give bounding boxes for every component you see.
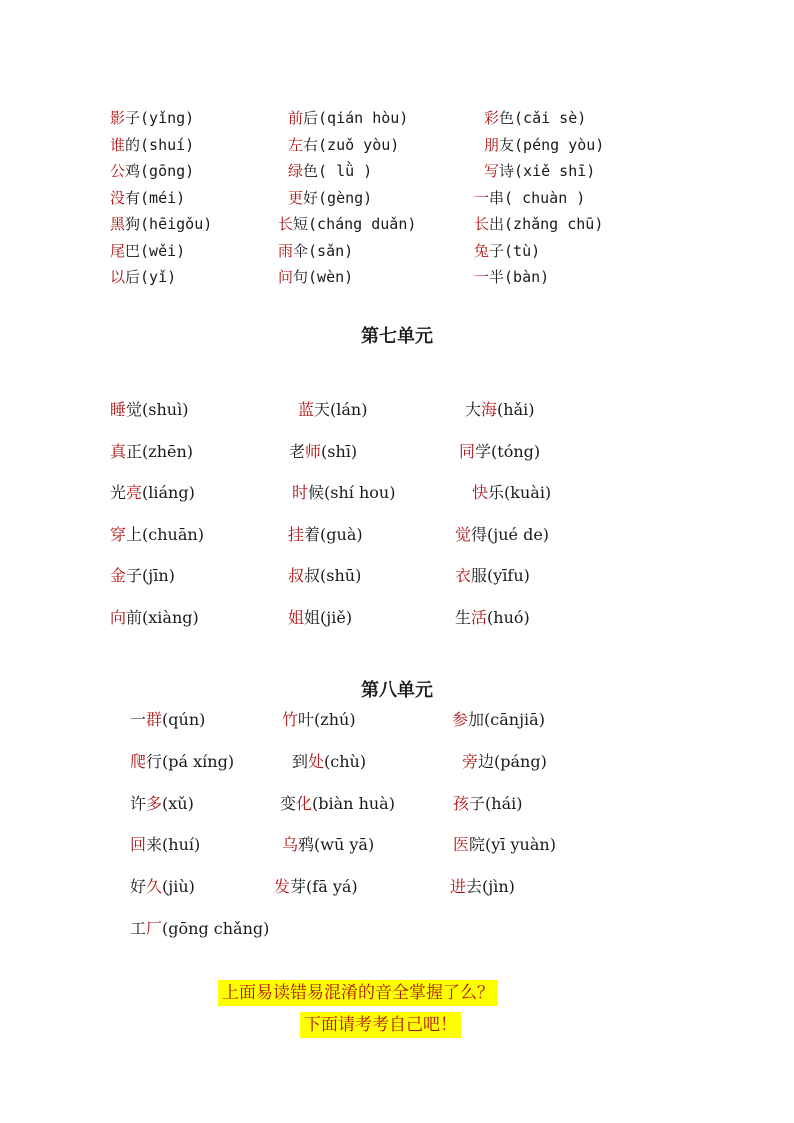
word-char: 谁: [110, 135, 126, 154]
word-char: 老: [289, 441, 306, 461]
word-char: 鸡: [125, 162, 141, 180]
pinyin: (cānjiā): [484, 710, 545, 729]
word-entry: [288, 608, 352, 628]
word-entry: [459, 442, 540, 462]
word-char: 乐: [488, 483, 505, 502]
pinyin: (jiě): [320, 607, 353, 627]
word-entry: [288, 161, 372, 181]
pinyin: (gèng): [318, 188, 373, 207]
word-char: 绿: [288, 162, 304, 180]
word-entry: [484, 108, 586, 128]
word-char: 色: [499, 109, 515, 127]
word-char: 服: [471, 566, 488, 585]
pinyin: (biàn huà): [312, 793, 395, 813]
pinyin: (zhú): [314, 710, 356, 729]
word-char: 姐: [288, 607, 305, 627]
pinyin: (shuì): [142, 400, 189, 419]
word-char: 大: [465, 400, 482, 419]
word-entry: [450, 877, 515, 897]
word-char: 问: [278, 268, 294, 286]
word-char: 兔: [474, 241, 490, 260]
pinyin: (hái): [485, 793, 523, 813]
word-char: 子: [126, 566, 143, 585]
word-char: 去: [466, 877, 483, 897]
word-char: 医: [453, 835, 470, 855]
word-char: 候: [308, 483, 325, 502]
word-entry: [110, 188, 185, 208]
chinese-word: [110, 242, 140, 260]
word-entry: [110, 241, 185, 261]
word-char: 快: [472, 483, 489, 502]
word-char: 乌: [282, 835, 299, 855]
chinese-word: [288, 109, 318, 127]
word-char: 叔: [288, 566, 305, 585]
chinese-word: [462, 752, 494, 771]
pinyin: (yī yuàn): [485, 835, 556, 855]
chinese-word: [453, 835, 485, 854]
chinese-word: [288, 136, 318, 154]
word-char: 后: [303, 109, 319, 127]
word-char: 诗: [499, 162, 515, 180]
word-char: 爬: [130, 751, 147, 771]
word-char: 没: [110, 188, 126, 207]
word-char: 正: [126, 441, 143, 461]
word-char: 师: [305, 441, 322, 461]
pinyin: (tóng): [491, 441, 541, 461]
word-char: 短: [293, 215, 309, 233]
word-char: 伞: [293, 241, 309, 260]
word-char: 右: [303, 135, 319, 154]
pinyin: (gōng chǎng): [162, 919, 270, 938]
word-char: 睡: [110, 400, 127, 419]
word-char: 彩: [484, 109, 500, 127]
chinese-word: [130, 919, 162, 938]
chinese-word: [474, 189, 504, 207]
chinese-word: [288, 525, 320, 544]
word-char: 挂: [288, 524, 305, 544]
pinyin: (huí): [162, 835, 201, 855]
pinyin: (pá xíng): [162, 751, 235, 771]
word-char: 觉: [455, 524, 472, 544]
pinyin: (yīfu): [487, 566, 530, 585]
pinyin: (cháng duǎn): [308, 215, 417, 233]
chinese-word: [289, 442, 321, 461]
footer-prompt: 下面请考考自己吧！: [300, 1012, 461, 1038]
unit8-title: 第八单元: [361, 680, 433, 701]
chinese-word: [280, 794, 312, 813]
word-char: 影: [110, 109, 126, 127]
pinyin: (hǎi): [497, 400, 535, 419]
word-char: 色: [303, 162, 319, 180]
pinyin: (gōng): [140, 162, 195, 180]
word-char: 同: [459, 441, 476, 461]
word-char: 一: [474, 188, 490, 207]
word-entry: [130, 710, 205, 730]
word-entry: [453, 794, 522, 814]
word-char: 来: [146, 835, 163, 855]
word-char: 着: [304, 524, 321, 544]
word-char: 发: [274, 877, 291, 897]
word-char: 左: [288, 135, 304, 154]
word-entry: [110, 400, 188, 420]
word-char: 处: [308, 751, 325, 771]
pinyin: (shī): [321, 441, 358, 461]
word-char: 后: [125, 268, 141, 286]
word-char: 天: [314, 400, 331, 419]
word-char: 子: [489, 241, 505, 260]
pinyin: (chù): [324, 751, 367, 771]
chinese-word: [465, 400, 497, 419]
word-char: 群: [146, 710, 163, 729]
word-entry: [288, 135, 399, 155]
chinese-word: [459, 442, 491, 461]
pinyin: (qún): [162, 710, 206, 729]
chinese-word: [452, 710, 484, 729]
pinyin: (méi): [140, 188, 186, 207]
chinese-word: [278, 268, 308, 286]
word-entry: [455, 525, 549, 545]
word-char: 句: [293, 268, 309, 286]
chinese-word: [130, 710, 162, 729]
word-entry: [278, 241, 353, 261]
word-entry: [110, 608, 199, 628]
word-char: 穿: [110, 524, 127, 544]
word-char: 工: [130, 919, 147, 938]
word-char: 子: [469, 793, 486, 813]
pinyin: (tù): [504, 241, 541, 260]
chinese-word: [484, 109, 514, 127]
word-char: 觉: [126, 400, 143, 419]
chinese-word: [274, 877, 306, 896]
footer-question: 上面易读错易混淆的音全掌握了么？: [218, 980, 498, 1006]
word-char: 加: [468, 710, 485, 729]
chinese-word: [484, 136, 514, 154]
chinese-word: [455, 566, 487, 585]
chinese-word: [110, 136, 140, 154]
pinyin: (péng yòu): [514, 135, 605, 154]
pinyin: (huó): [487, 607, 530, 627]
word-entry: [474, 214, 603, 234]
chinese-word: [110, 442, 142, 461]
word-char: 的: [125, 135, 141, 154]
pinyin: (yǐng): [140, 109, 195, 127]
word-char: 以: [110, 268, 126, 286]
pinyin: (xiě shī): [514, 162, 596, 180]
chinese-word: [130, 794, 162, 813]
pinyin: (guà): [320, 524, 363, 544]
pinyin: (jué de): [487, 524, 550, 544]
word-entry: [110, 525, 204, 545]
chinese-word: [130, 752, 162, 771]
word-entry: [130, 835, 200, 855]
pinyin: (zhǎng chū): [504, 215, 604, 233]
word-char: 海: [481, 400, 498, 419]
word-char: 衣: [455, 566, 472, 585]
word-entry: [110, 108, 194, 128]
word-entry: [288, 188, 372, 208]
word-char: 化: [296, 793, 313, 813]
chinese-word: [110, 483, 142, 502]
chinese-word: [110, 268, 140, 286]
pinyin: (chuān): [142, 524, 204, 544]
word-char: 出: [489, 215, 505, 233]
word-char: 子: [125, 109, 141, 127]
chinese-word: [130, 877, 162, 896]
chinese-word: [288, 189, 318, 207]
word-entry: [278, 214, 416, 234]
pinyin: (kuài): [504, 483, 552, 502]
chinese-word: [484, 162, 514, 180]
word-char: 许: [130, 793, 147, 813]
word-char: 孩: [453, 793, 470, 813]
word-char: 雨: [278, 241, 294, 260]
chinese-word: [474, 242, 504, 260]
word-char: 姐: [304, 607, 321, 627]
pinyin: (jiù): [162, 877, 195, 897]
word-char: 竹: [282, 710, 299, 729]
chinese-word: [110, 566, 142, 585]
word-char: 巴: [125, 241, 141, 260]
pinyin: ( chuàn ): [504, 188, 586, 207]
chinese-word: [282, 710, 314, 729]
word-char: 金: [110, 566, 127, 585]
word-entry: [292, 483, 395, 503]
word-entry: [484, 161, 595, 181]
chinese-word: [292, 483, 324, 502]
chinese-word: [110, 525, 142, 544]
word-entry: [280, 794, 395, 814]
word-char: 变: [280, 793, 297, 813]
word-entry: [484, 135, 604, 155]
word-entry: [110, 442, 193, 462]
word-char: 尾: [110, 241, 126, 260]
word-entry: [282, 835, 374, 855]
word-char: 好: [130, 877, 147, 897]
pinyin: (bàn): [504, 268, 550, 286]
word-entry: [455, 608, 530, 628]
chinese-word: [472, 483, 504, 502]
pinyin: (liáng): [142, 483, 195, 502]
pinyin: (wèn): [308, 268, 354, 286]
pinyin: (yǐ): [140, 268, 177, 286]
word-char: 行: [146, 751, 163, 771]
word-entry: [462, 752, 547, 772]
word-entry: [288, 108, 408, 128]
pinyin: (fā yá): [306, 877, 358, 897]
word-entry: [130, 919, 269, 939]
word-char: 多: [146, 793, 163, 813]
pinyin: (xiàng): [142, 607, 199, 627]
word-char: 半: [489, 268, 505, 286]
word-char: 久: [146, 877, 163, 897]
chinese-word: [288, 566, 320, 585]
pinyin: (shū): [320, 566, 362, 585]
chinese-word: [298, 400, 330, 419]
unit7-title: 第七单元: [361, 326, 433, 347]
word-char: 芽: [290, 877, 307, 897]
pinyin: (xǔ): [162, 793, 194, 813]
word-entry: [110, 161, 194, 181]
word-char: 院: [469, 835, 486, 855]
pinyin: (zhēn): [142, 441, 194, 461]
word-entry: [110, 214, 212, 234]
word-entry: [110, 135, 194, 155]
word-char: 前: [126, 607, 143, 627]
chinese-word: [282, 835, 314, 854]
chinese-word: [453, 794, 485, 813]
word-entry: [292, 752, 366, 772]
chinese-word: [110, 608, 142, 627]
chinese-word: [455, 525, 487, 544]
word-char: 旁: [462, 751, 479, 771]
chinese-word: [110, 109, 140, 127]
chinese-word: [474, 215, 504, 233]
word-char: 得: [471, 524, 488, 544]
pinyin: (cǎi sè): [514, 109, 587, 127]
chinese-word: [292, 752, 324, 771]
chinese-word: [110, 162, 140, 180]
chinese-word: [278, 215, 308, 233]
word-entry: [130, 794, 194, 814]
chinese-word: [450, 877, 482, 896]
word-entry: [282, 710, 356, 730]
word-entry: [289, 442, 357, 462]
word-entry: [452, 710, 545, 730]
word-char: 更: [288, 188, 304, 207]
word-char: 时: [292, 483, 309, 502]
word-char: 参: [452, 710, 469, 729]
word-char: 生: [455, 607, 472, 627]
word-entry: [472, 483, 551, 503]
word-entry: [110, 483, 195, 503]
pinyin: (shí hou): [324, 483, 396, 502]
word-entry: [288, 525, 363, 545]
word-char: 友: [499, 135, 515, 154]
word-entry: [110, 267, 176, 287]
word-char: 写: [484, 162, 500, 180]
word-char: 光: [110, 483, 127, 502]
word-char: 串: [489, 188, 505, 207]
word-char: 真: [110, 441, 127, 461]
word-char: 向: [110, 607, 127, 627]
word-char: 狗: [125, 215, 141, 233]
word-char: 朋: [484, 135, 500, 154]
pinyin: (lán): [330, 400, 368, 419]
word-entry: [474, 267, 549, 287]
word-char: 到: [292, 751, 309, 771]
pinyin: (wěi): [140, 241, 186, 260]
word-entry: [474, 241, 540, 261]
word-char: 叶: [298, 710, 315, 729]
word-entry: [465, 400, 534, 420]
pinyin: (hēigǒu): [140, 215, 213, 233]
word-entry: [474, 188, 585, 208]
word-char: 公: [110, 162, 126, 180]
word-char: 亮: [126, 483, 143, 502]
pinyin: (jīn): [142, 566, 175, 585]
pinyin: (wū yā): [314, 835, 375, 855]
pinyin: (zuǒ yòu): [318, 135, 400, 154]
chinese-word: [278, 242, 308, 260]
word-char: 厂: [146, 919, 163, 938]
chinese-word: [130, 835, 162, 854]
word-char: 有: [125, 188, 141, 207]
word-char: 边: [478, 751, 495, 771]
word-entry: [455, 566, 530, 586]
pinyin: (sǎn): [308, 241, 354, 260]
word-entry: [298, 400, 367, 420]
word-entry: [110, 566, 175, 586]
word-entry: [288, 566, 361, 586]
pinyin: (qián hòu): [318, 109, 409, 127]
chinese-word: [288, 162, 318, 180]
word-char: 好: [303, 188, 319, 207]
word-char: 一: [474, 268, 490, 286]
word-char: 进: [450, 877, 467, 897]
chinese-word: [110, 215, 140, 233]
pinyin: (páng): [494, 751, 547, 771]
word-entry: [278, 267, 353, 287]
chinese-word: [474, 268, 504, 286]
word-char: 一: [130, 710, 147, 729]
word-entry: [274, 877, 358, 897]
word-char: 黑: [110, 215, 126, 233]
word-char: 回: [130, 835, 147, 855]
word-char: 前: [288, 109, 304, 127]
chinese-word: [110, 400, 142, 419]
pinyin: (jìn): [482, 877, 515, 897]
word-char: 蓝: [298, 400, 315, 419]
chinese-word: [455, 608, 487, 627]
word-char: 上: [126, 524, 143, 544]
chinese-word: [288, 608, 320, 627]
word-entry: [130, 752, 234, 772]
word-char: 活: [471, 607, 488, 627]
word-char: 长: [474, 215, 490, 233]
word-char: 学: [475, 441, 492, 461]
word-char: 叔: [304, 566, 321, 585]
chinese-word: [110, 189, 140, 207]
pinyin: (shuí): [140, 135, 195, 154]
word-char: 鸦: [298, 835, 315, 855]
word-entry: [453, 835, 556, 855]
word-char: 长: [278, 215, 294, 233]
word-entry: [130, 877, 195, 897]
pinyin: ( lǜ ): [318, 162, 373, 180]
